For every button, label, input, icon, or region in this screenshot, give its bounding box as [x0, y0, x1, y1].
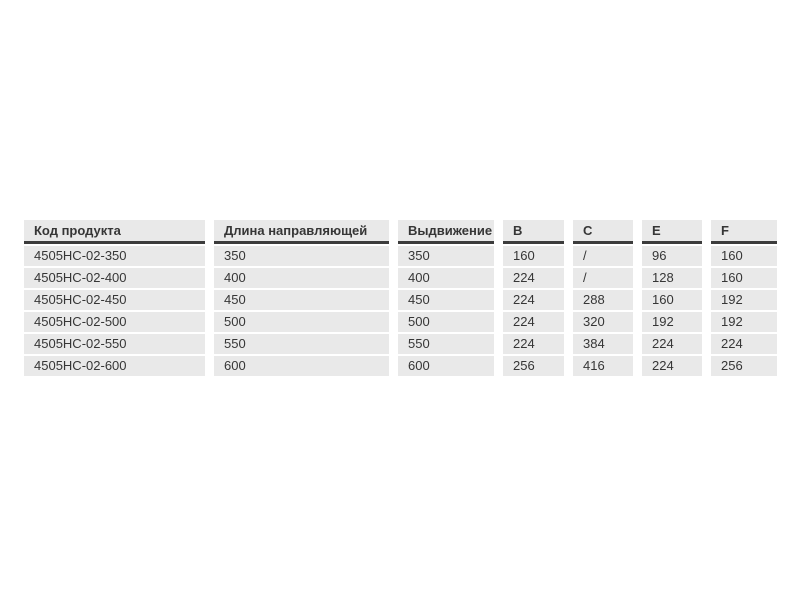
header-cell-extension: Выдвижение — [398, 220, 494, 244]
table-cell-product-code: 4505HC-02-550 — [24, 334, 205, 354]
table-cell-e: 224 — [642, 356, 702, 376]
table-cell-product-code: 4505HC-02-350 — [24, 246, 205, 266]
table-cell-e: 128 — [642, 268, 702, 288]
table-cell-extension: 400 — [398, 268, 494, 288]
table-cell-f: 256 — [711, 356, 777, 376]
table-cell-b: 224 — [503, 268, 564, 288]
table-cell-c: 416 — [573, 356, 633, 376]
table-cell-rail-length: 400 — [214, 268, 389, 288]
table-cell-extension: 450 — [398, 290, 494, 310]
table-cell-rail-length: 550 — [214, 334, 389, 354]
table-cell-e: 224 — [642, 334, 702, 354]
table-cell-product-code: 4505HC-02-450 — [24, 290, 205, 310]
table-cell-f: 192 — [711, 290, 777, 310]
table-cell-f: 160 — [711, 246, 777, 266]
table-cell-product-code: 4505HC-02-600 — [24, 356, 205, 376]
header-cell-c: C — [573, 220, 633, 244]
table-cell-extension: 550 — [398, 334, 494, 354]
table-cell-b: 224 — [503, 312, 564, 332]
table-cell-e: 160 — [642, 290, 702, 310]
table-cell-f: 224 — [711, 334, 777, 354]
table-cell-b: 160 — [503, 246, 564, 266]
product-spec-table — [24, 220, 777, 376]
table-cell-f: 160 — [711, 268, 777, 288]
header-cell-e: E — [642, 220, 702, 244]
table-cell-c: / — [573, 268, 633, 288]
table-cell-b: 256 — [503, 356, 564, 376]
table-cell-extension: 350 — [398, 246, 494, 266]
table-cell-rail-length: 350 — [214, 246, 389, 266]
header-cell-rail-length: Длина направляющей — [214, 220, 389, 244]
table-cell-b: 224 — [503, 290, 564, 310]
header-cell-b: B — [503, 220, 564, 244]
table-cell-extension: 500 — [398, 312, 494, 332]
table-cell-product-code: 4505HC-02-500 — [24, 312, 205, 332]
table-cell-rail-length: 450 — [214, 290, 389, 310]
table-cell-e: 192 — [642, 312, 702, 332]
header-cell-f: F — [711, 220, 777, 244]
table-cell-extension: 600 — [398, 356, 494, 376]
table-cell-rail-length: 500 — [214, 312, 389, 332]
table-cell-c: 320 — [573, 312, 633, 332]
table-cell-c: / — [573, 246, 633, 266]
table-cell-c: 384 — [573, 334, 633, 354]
table-cell-e: 96 — [642, 246, 702, 266]
table-cell-rail-length: 600 — [214, 356, 389, 376]
table-cell-f: 192 — [711, 312, 777, 332]
header-cell-product-code: Код продукта — [24, 220, 205, 244]
table-cell-product-code: 4505HC-02-400 — [24, 268, 205, 288]
table-cell-c: 288 — [573, 290, 633, 310]
table-cell-b: 224 — [503, 334, 564, 354]
